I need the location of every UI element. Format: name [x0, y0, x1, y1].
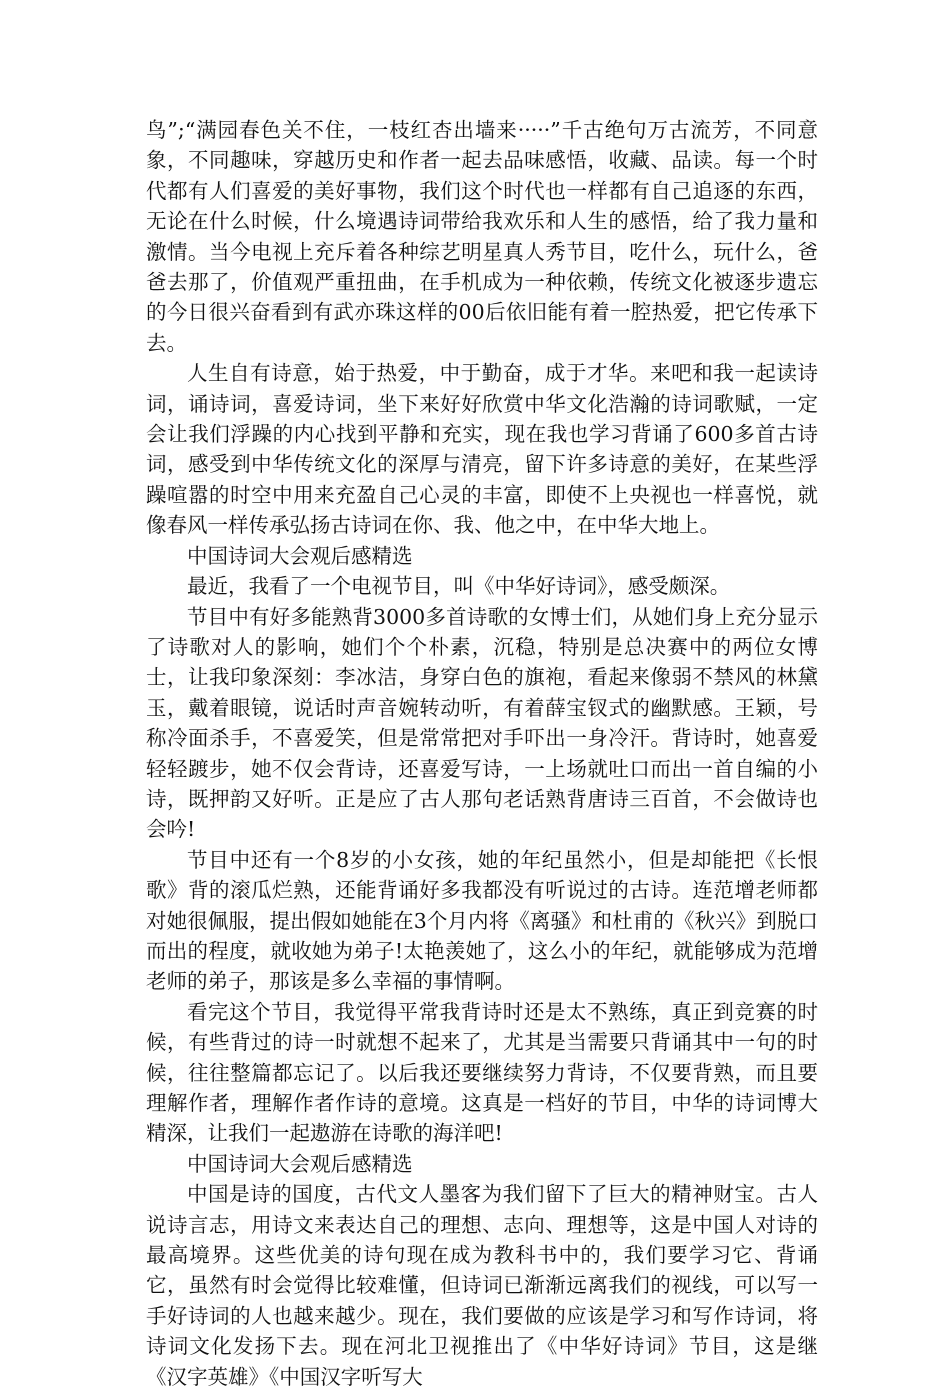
- paragraph-reflection: 看完这个节目，我觉得平常我背诗时还是太不熟练，真正到竞赛的时候，有些背过的诗一时就想不起来了，尤其是当需要只背诵其中一句的时候，往往整篇都忘记了。以后我还要继续努力背诗，不仅要背熟，而且要理解作者，理解作者作诗的意境。这真是一档好的节目，中华的诗词博大精深，让我们一起遨游在诗歌的海洋吧!: [146, 999, 818, 1146]
- paragraph-poetry-nation: 中国是诗的国度，古代文人墨客为我们留下了巨大的精神财宝。古人说诗言志，用诗文来表达自己的理想、志向、理想等，这是中国人对诗的最高境界。这些优美的诗句现在成为教科书中的，我们要学习它、背诵它，虽然有时会觉得比较难懂，但诗词已渐渐远离我们的视线，可以写一手好诗词的人也越来越少。现在，我们要做的应该是学习和写作诗词，将诗词文化发扬下去。现在河北卫视推出了《中华好诗词》节目，这是继《汉字英雄》《中国汉字听写大: [146, 1182, 818, 1389]
- paragraph-young-girl: 节目中还有一个8岁的小女孩，她的年纪虽然小，但是却能把《长恨歌》背的滚瓜烂熟，还能背诵好多我都没有听说过的古诗。连范增老师都对她很佩服，提出假如她能在3个月内将《离骚》和杜甫的《秋兴》到脱口而出的程度，就收她为弟子!太艳羡她了，这么小的年纪，就能够成为范增老师的弟子，那该是多么幸福的事情啊。: [146, 847, 818, 994]
- document-body: [146, 115, 818, 1392]
- paragraph-recent-show: 最近，我看了一个电视节目，叫《中华好诗词》，感受颇深。: [187, 574, 731, 599]
- paragraph-poetic-life: 人生自有诗意，始于热爱，中于勤奋，成于才华。来吧和我一起读诗词，诵诗词，喜爱诗词，坐下来好好欣赏中华文化浩瀚的诗词歌赋，一定会让我们浮躁的内心找到平静和充实，现在我也学习背诵了600多首古诗词，感受到中华传统文化的深厚与清亮，留下许多诗意的美好，在某些浮躁喧嚣的时空中用来充盈自己心灵的丰富，即使不上央视也一样喜悦，就像春风一样传承弘扬古诗词在你、我、他之中，在中华大地上。: [146, 361, 818, 538]
- paragraph-female-doctors: 节目中有好多能熟背3000多首诗歌的女博士们，从她们身上充分显示了诗歌对人的影响，她们个个朴素，沉稳，特别是总决赛中的两位女博士，让我印象深刻：李冰洁，身穿白色的旗袍，看起来像弱不禁风的林黛玉，戴着眼镜，说话时声音婉转动听，有着薛宝钗式的幽默感。王颖，号称冷面杀手，不喜爱笑，但是常常把对手吓出一身冷汗。背诗时，她喜爱轻轻踱步，她不仅会背诗，还喜爱写诗，一上场就吐口而出一首自编的小诗，既押韵又好听。正是应了古人那句老话熟背唐诗三百首，不会做诗也会吟!: [146, 604, 818, 842]
- section-heading-2: 中国诗词大会观后感精选: [187, 1151, 413, 1176]
- section-heading-1: 中国诗词大会观后感精选: [187, 543, 413, 568]
- paragraph-intro-continuation: 鸟”;“满园春色关不住，一枝红杏出墙来·····”千古绝句万古流芳，不同意象，不同趣味，穿越历史和作者一起去品味感悟，收藏、品读。每一个时代都有人们喜爱的美好事物，我们这个时代也一样都有自己追逐的东西，无论在什么时候，什么境遇诗词带给我欢乐和人生的感悟，给了我力量和激情。当今电视上充斥着各种综艺明星真人秀节目，吃什么，玩什么，爸爸去那了，价值观严重扭曲，在手机成为一种依赖，传统文化被逐步遗忘的今日很兴奋看到有武亦珠这样的00后依旧能有着一腔热爱，把它传承下去。: [146, 118, 818, 355]
